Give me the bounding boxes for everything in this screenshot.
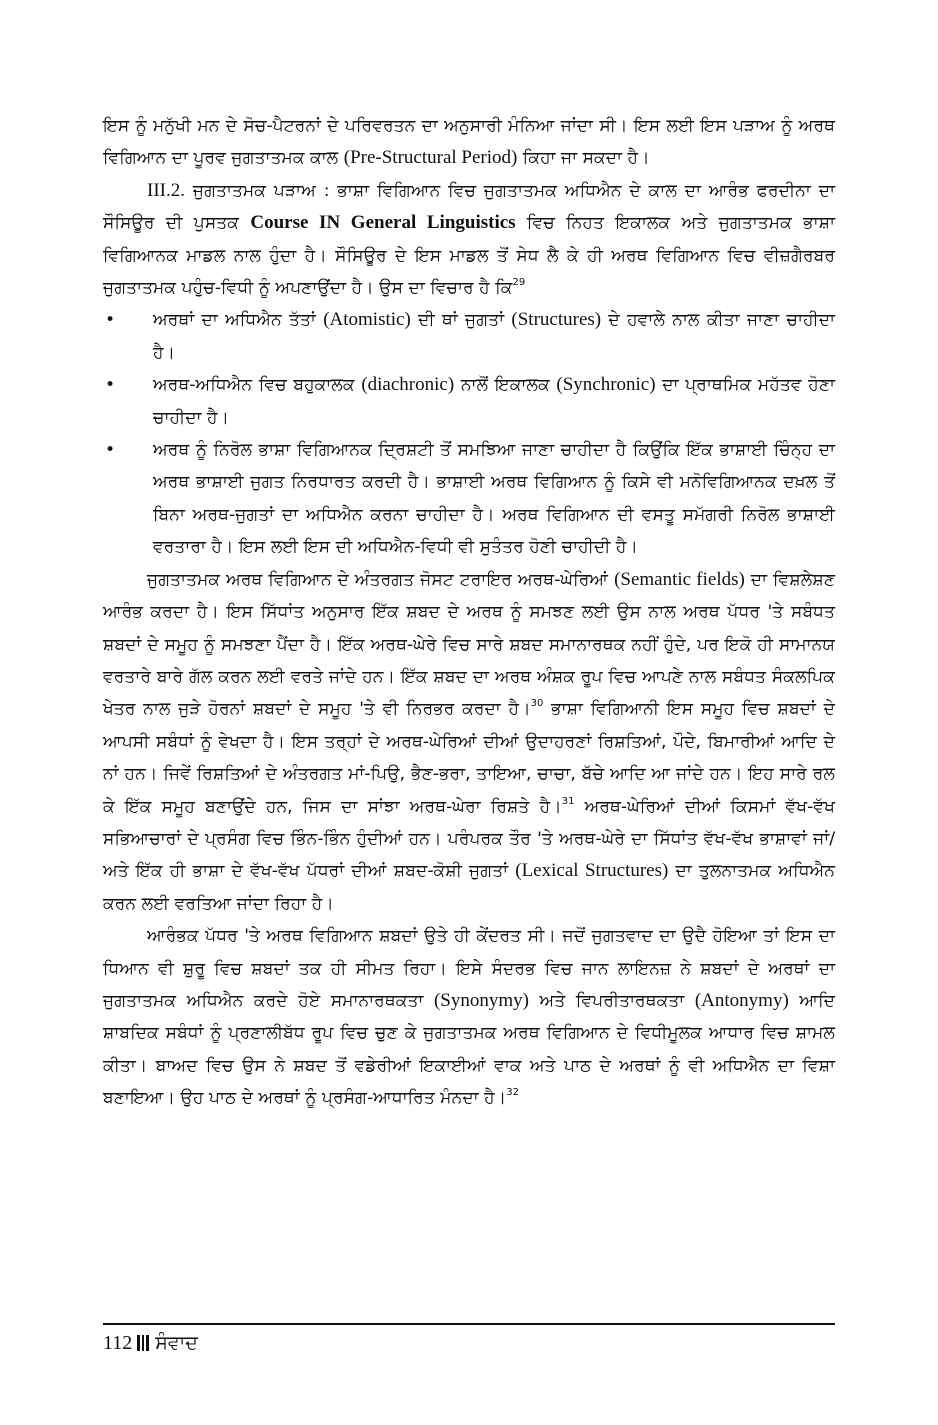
footer-divider (103, 1323, 835, 1325)
footnote-ref: 32 (506, 1087, 519, 1099)
english-term: (diachronic) (361, 374, 455, 396)
separator-bars-icon (137, 1335, 149, 1351)
text: ਅਤੇ ਵਿਪਰੀਤਾਰਥਕਤਾ (528, 990, 695, 1011)
english-term: (Synchronic) (556, 374, 656, 396)
book-title: Course IN General Linguistics (250, 212, 516, 234)
text: ਦਾ ਤੁਲਨਾਤਮਕ ਅਧਿਐਨ ਕਰਨ ਲਈ ਵਰਤਿਆ ਜਾਂਦਾ ਰਿਹਾ ਹੈ। (103, 861, 836, 914)
text: ਇਸ ਨੂੰ ਮਨੁੱਖੀ ਮਨ ਦੇ ਸੋਚ-ਪੈਟਰਨਾਂ ਦੇ ਪਰਿਵਰਤਨ ਦਾ ਅਨੁਸਾਰੀ ਮੰਨਿਆ ਜਾਂਦਾ ਸੀ। ਇਸ ਲਈ ਇਸ ਪੜਾਅ ਨੂੰ ਅਰਥ ਵਿਗਿਆਨ ਦਾ ਪੂਰਵ ਜੁਗਤਾਤਮਕ ਕਾਲ (103, 116, 835, 169)
english-term: (Antonymy) (694, 989, 789, 1011)
page-body (103, 110, 835, 1115)
paragraph-3 (103, 564, 835, 920)
bullet-icon: • (105, 375, 116, 396)
text: ਦਾ ਪ੍ਰਾਥਮਿਕ ਮਹੱਤਵ ਹੋਣਾ ਚਾਹੀਦਾ ਹੈ। (153, 375, 835, 428)
list-item (103, 369, 835, 434)
page-number: 112 (103, 1331, 133, 1354)
footnote-ref: 29 (512, 277, 526, 289)
bullet-list (103, 304, 835, 563)
paragraph-2 (103, 175, 835, 305)
footnote-ref: 31 (561, 795, 575, 807)
text: ਆਦਿ ਸ਼ਾਬਦਿਕ ਸਬੰਧਾਂ ਨੂੰ ਪ੍ਰਣਾਲੀਬੱਧ ਰੂਪ ਵਿਚ ਚੁਣ ਕੇ ਜੁਗਤਾਤਮਕ ਅਰਥ ਵਿਗਿਆਨ ਦੇ ਵਿਧੀਮੂਲਕ ਆਧਾਰ ਵਿਚ ਸ਼ਾਮਲ ਕੀਤਾ। ਬਾਅਦ ਵਿਚ ਉਸ ਨੇ ਸ਼ਬਦ ਤੋਂ ਵਡੇਰੀਆਂ ਇਕਾਈਆਂ ਵਾਕ ਅਤੇ ਪਾਠ ਦੇ ਅਰਥਾਂ ਨੂੰ ਵੀ ਅਧਿਐਨ ਦਾ ਵਿਸ਼ਾ ਬਣਾਇਆ। ਉਹ ਪਾਠ ਦੇ ਅਰਥਾਂ ਨੂੰ ਪ੍ਰਸੰਗ-ਆਧਾਰਿਤ ਮੰਨਦਾ ਹੈ। (103, 990, 835, 1109)
list-item (103, 434, 835, 564)
bullet-icon: • (105, 310, 116, 331)
text: ਕਿਹਾ ਜਾ ਸਕਦਾ ਹੈ। (517, 148, 650, 169)
text: ਆਰੰਭਕ ਪੱਧਰ 'ਤੇ ਅਰਥ ਵਿਗਿਆਨ ਸ਼ਬਦਾਂ ਉਤੇ ਹੀ ਕੇਂਦਰਤ ਸੀ। ਜਦੋਂ ਜੁਗਤਵਾਦ ਦਾ ਉਦੈ ਹੋਇਆ ਤਾਂ ਇਸ ਦਾ ਧਿਆਨ ਵੀ ਸ਼ੁਰੂ ਵਿਚ ਸ਼ਬਦਾਂ ਤਕ ਹੀ ਸੀਮਤ ਰਿਹਾ। ਇਸੇ ਸੰਦਰਭ ਵਿਚ ਜਾਨ ਲਾਇਨਜ਼ ਨੇ ਸ਼ਬਦਾਂ ਦੇ ਅਰਥਾਂ ਦਾ ਜੁਗਤਾਤਮਕ ਅਧਿਐਨ ਕਰਦੇ ਹੋਏ ਸਮਾਨਾਰਥਕਤਾ (103, 926, 835, 1011)
text: ਦਾ ਵਿਸ਼ਲੇਸ਼ਣ ਆਰੰਭ ਕਰਦਾ ਹੈ। ਇਸ ਸਿੱਧਾਂਤ ਅਨੁਸਾਰ ਇੱਕ ਸ਼ਬਦ ਦੇ ਅਰਥ ਨੂੰ ਸਮਝਣ ਲਈ ਉਸ ਨਾਲ ਅਰਥ ਪੱਧਰ 'ਤੇ ਸਬੰਧਤ ਸ਼ਬਦਾਂ ਦੇ ਸਮੂਹ ਨੂੰ ਸਮਝਣਾ ਪੈਂਦਾ ਹੈ। ਇੱਕ ਅਰਥ-ਘੇਰੇ ਵਿਚ ਸਾਰੇ ਸ਼ਬਦ ਸਮਾਨਾਰਥਕ ਨਹੀਂ ਹੁੰਦੇ, ਪਰ ਇਕੋ ਹੀ ਸਾਮਾਨਯ ਵਰਤਾਰੇ ਬਾਰੇ ਗੱਲ ਕਰਨ ਲਈ ਵਰਤੇ ਜਾਂਦੇ ਹਨ। ਇੱਕ ਸ਼ਬਦ ਦਾ ਅਰਥ ਅੰਸ਼ਕ ਰੂਪ ਵਿਚ ਆਪਣੇ ਨਾਲ ਸਬੰਧਤ ਸੰਕਲਪਿਕ ਖੇਤਰ ਨਾਲ ਜੁੜੇ ਹੋਰਨਾਂ ਸ਼ਬਦਾਂ ਦੇ ਸਮੂਹ 'ਤੇ ਵੀ ਨਿਰਭਰ ਕਰਦਾ ਹੈ। (103, 569, 836, 720)
text: ਨਾਲੋਂ ਇਕਾਲਕ (454, 375, 557, 396)
english-term: (Semantic fields) (614, 568, 745, 590)
text: ਵਿਚ ਨਿਹਤ ਇਕਾਲਕ ਅਤੇ ਜੁਗਤਾਤਮਕ ਭਾਸ਼ਾ ਵਿਗਿਆਨਕ ਮਾਡਲ ਨਾਲ ਹੁੰਦਾ ਹੈ। ਸੌਸਿਊਰ ਦੇ ਇਸ ਮਾਡਲ ਤੋਂ ਸੇਧ ਲੈ ਕੇ ਹੀ ਅਰਥ ਵਿਗਿਆਨ ਵਿਚ ਵੀਜ਼ਗੈਰਬਰ ਜੁਗਤਾਤਮਕ ਪਹੁੰਚ-ਵਿਧੀ ਨੂੰ ਅਪਣਾਉਂਦਾ ਹੈ। ਉਸ ਦਾ ਵਿਚਾਰ ਹੈ ਕਿ (103, 213, 835, 299)
english-term: (Pre-Structural Period) (343, 147, 518, 169)
text: ਜੁਗਤਾਤਮਕ ਅਰਥ ਵਿਗਿਆਨ ਦੇ ਅੰਤਰਗਤ ਜੋਸਟ ਟਰਾਇਰ ਅਰਥ-ਘੇਰਿਆਂ (147, 569, 615, 590)
text: ਅਰਥ-ਘੇਰਿਆਂ ਦੀਆਂ ਕਿਸਮਾਂ ਵੱਖ-ਵੱਖ ਸਭਿਆਚਾਰਾਂ ਦੇ ਪ੍ਰਸੰਗ ਵਿਚ ਭਿੰਨ-ਭਿੰਨ ਹੁੰਦੀਆਂ ਹਨ। ਪਰੰਪਰਕ ਤੌਰ 'ਤੇ ਅਰਥ-ਘੇਰੇ ਦਾ ਸਿੱਧਾਂਤ ਵੱਖ-ਵੱਖ ਭਾਸ਼ਾਵਾਂ ਜਾਂ/ਅਤੇ ਇੱਕ ਹੀ ਭਾਸ਼ਾ ਦੇ ਵੱਖ-ਵੱਖ ਪੱਧਰਾਂ ਦੀਆਂ ਸ਼ਬਦ-ਕੋਸ਼ੀ ਜੁਗਤਾਂ (103, 796, 835, 882)
section-number: III.2. (147, 179, 185, 201)
list-item (103, 304, 835, 369)
english-term: (Lexical Structures) (515, 860, 669, 882)
text: ਭਾਸ਼ਾ ਵਿਗਿਆਨੀ ਇਸ ਸਮੂਹ ਵਿਚ ਸ਼ਬਦਾਂ ਦੇ ਆਪਸੀ ਸਬੰਧਾਂ ਨੂੰ ਵੇਖਦਾ ਹੈ। ਇਸ ਤਰ੍ਹਾਂ ਦੇ ਅਰਥ-ਘੇਰਿਆਂ ਦੀਆਂ ਉਦਾਹਰਣਾਂ ਰਿਸ਼ਤਿਆਂ, ਪੌਦੇ, ਬਿਮਾਰੀਆਂ ਆਦਿ ਦੇ ਨਾਂ ਹਨ। ਜਿਵੇਂ ਰਿਸ਼ਤਿਆਂ ਦੇ ਅੰਤਰਗਤ ਮਾਂ-ਪਿਉ, ਭੈਣ-ਭਰਾ, ਤਾਇਆ, ਚਾਚਾ, ਬੱਚੇ ਆਦਿ ਆ ਜਾਂਦੇ ਹਨ। ਇਹ ਸਾਰੇ ਰਲ ਕੇ ਇੱਕ ਸਮੂਹ ਬਣਾਉਂਦੇ ਹਨ, ਜਿਸ ਦਾ ਸਾਂਝਾ ਅਰਥ-ਘੇਰਾ ਰਿਸ਼ਤੇ ਹੈ। (103, 699, 836, 817)
text: ਅਰਥਾਂ ਦਾ ਅਧਿਐਨ ਤੱਤਾਂ (153, 310, 324, 331)
text: ਦੇ ਹਵਾਲੇ ਨਾਲ ਕੀਤਾ ਜਾਣਾ ਚਾਹੀਦਾ ਹੈ। (153, 310, 836, 363)
text: ਅਰਥ ਨੂੰ ਨਿਰੋਲ ਭਾਸ਼ਾ ਵਿਗਿਆਨਕ ਦ੍ਰਿਸ਼ਟੀ ਤੋਂ ਸਮਝਿਆ ਜਾਣਾ ਚਾਹੀਦਾ ਹੈ ਕਿਉਂਕਿ ਇੱਕ ਭਾਸ਼ਾਈ ਚਿੰਨ੍ਹ ਦਾ ਅਰਥ ਭਾਸ਼ਾਈ ਜੁਗਤ ਨਿਰਧਾਰਤ ਕਰਦੀ ਹੈ। ਭਾਸ਼ਾਈ ਅਰਥ ਵਿਗਿਆਨ ਨੂੰ ਕਿਸੇ ਵੀ ਮਨੋਵਿਗਿਆਨਕ ਦਖ਼ਲ ਤੋਂ ਬਿਨਾ ਅਰਥ-ਜੁਗਤਾਂ ਦਾ ਅਧਿਐਨ ਕਰਨਾ ਚਾਹੀਦਾ ਹੈ। ਅਰਥ ਵਿਗਿਆਨ ਦੀ ਵਸਤੂ ਸਮੱਗਰੀ ਨਿਰੋਲ ਭਾਸ਼ਾਈ ਵਰਤਾਰਾ ਹੈ। ਇਸ ਲਈ ਇਸ ਦੀ ਅਧਿਐਨ-ਵਿਧੀ ਵੀ ਸੁਤੰਤਰ ਹੋਣੀ ਚਾਹੀਦੀ ਹੈ। (153, 440, 835, 558)
journal-name: ਸੰਵਾਦ (155, 1332, 198, 1354)
bullet-icon: • (105, 440, 116, 461)
footnote-ref: 30 (530, 698, 544, 710)
text: ਜੁਗਤਾਤਮਕ ਪੜਾਅ : ਭਾਸ਼ਾ ਵਿਗਿਆਨ ਵਿਚ ਜੁਗਤਾਤਮਕ ਅਧਿਐਨ ਦੇ ਕਾਲ ਦਾ ਆਰੰਭ ਫਰਦੀਨਾ ਦਾ ਸੌਸਿਊਰ ਦੀ ਪੁਸਤਕ (103, 180, 835, 234)
english-term: (Synonymy) (433, 989, 529, 1011)
text: ਅਰਥ-ਅਧਿਐਨ ਵਿਚ ਬਹੁਕਾਲਕ (153, 375, 362, 396)
text: ਦੀ ਥਾਂ ਜੁਗਤਾਂ (410, 310, 512, 331)
page-footer (103, 1328, 198, 1358)
english-term: (Structures) (511, 309, 602, 331)
paragraph-1 (103, 110, 835, 175)
english-term: (Atomistic) (323, 309, 411, 331)
paragraph-4 (103, 920, 835, 1114)
